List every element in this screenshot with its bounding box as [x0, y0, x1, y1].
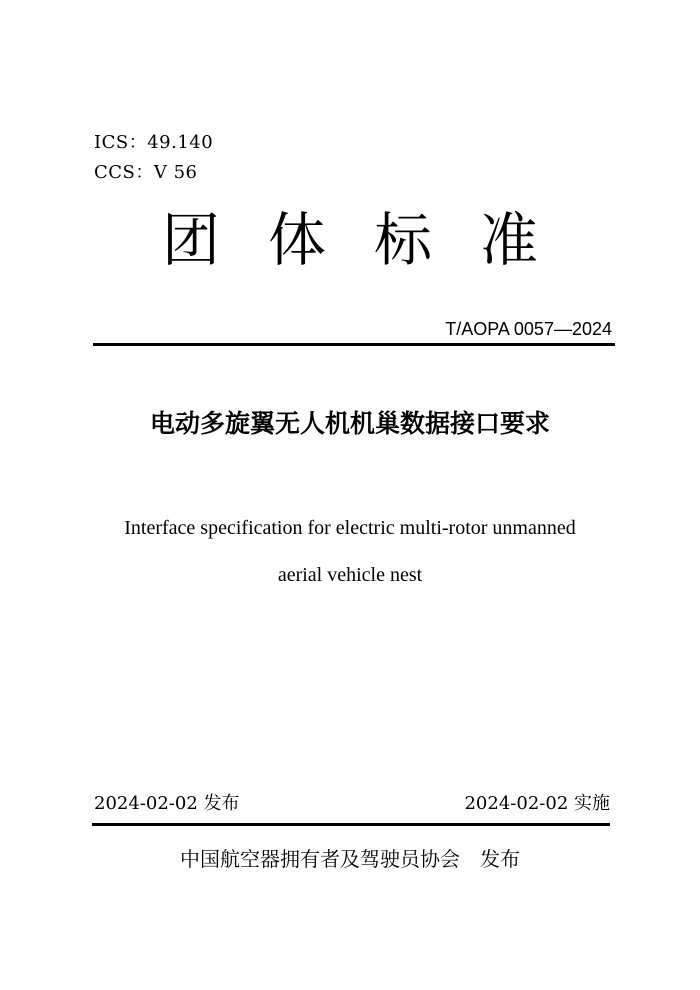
chinese-title: 电动多旋翼无人机机巢数据接口要求 [149, 409, 550, 438]
issue-date: 2024-02-02 发布 [94, 793, 240, 814]
classification-codes [94, 128, 213, 188]
bottom-divider [92, 823, 610, 826]
english-title [0, 505, 700, 599]
publisher: 中国航空器拥有者及驾驶员协会 发布 [180, 847, 520, 871]
english-title-line-2: aerial vehicle nest [277, 564, 423, 586]
document-type-title: 团体标准 [161, 206, 586, 274]
standard-number: T/AOPA 0057—2024 [445, 319, 612, 339]
ics-code: ICS：49.140 [94, 132, 214, 153]
top-divider [93, 343, 615, 346]
english-title-line-1: Interface specification for electric multi-rotor unmanned [124, 517, 576, 539]
ccs-code: CCS：V 56 [94, 162, 198, 183]
implement-date: 2024-02-02 实施 [464, 793, 610, 814]
